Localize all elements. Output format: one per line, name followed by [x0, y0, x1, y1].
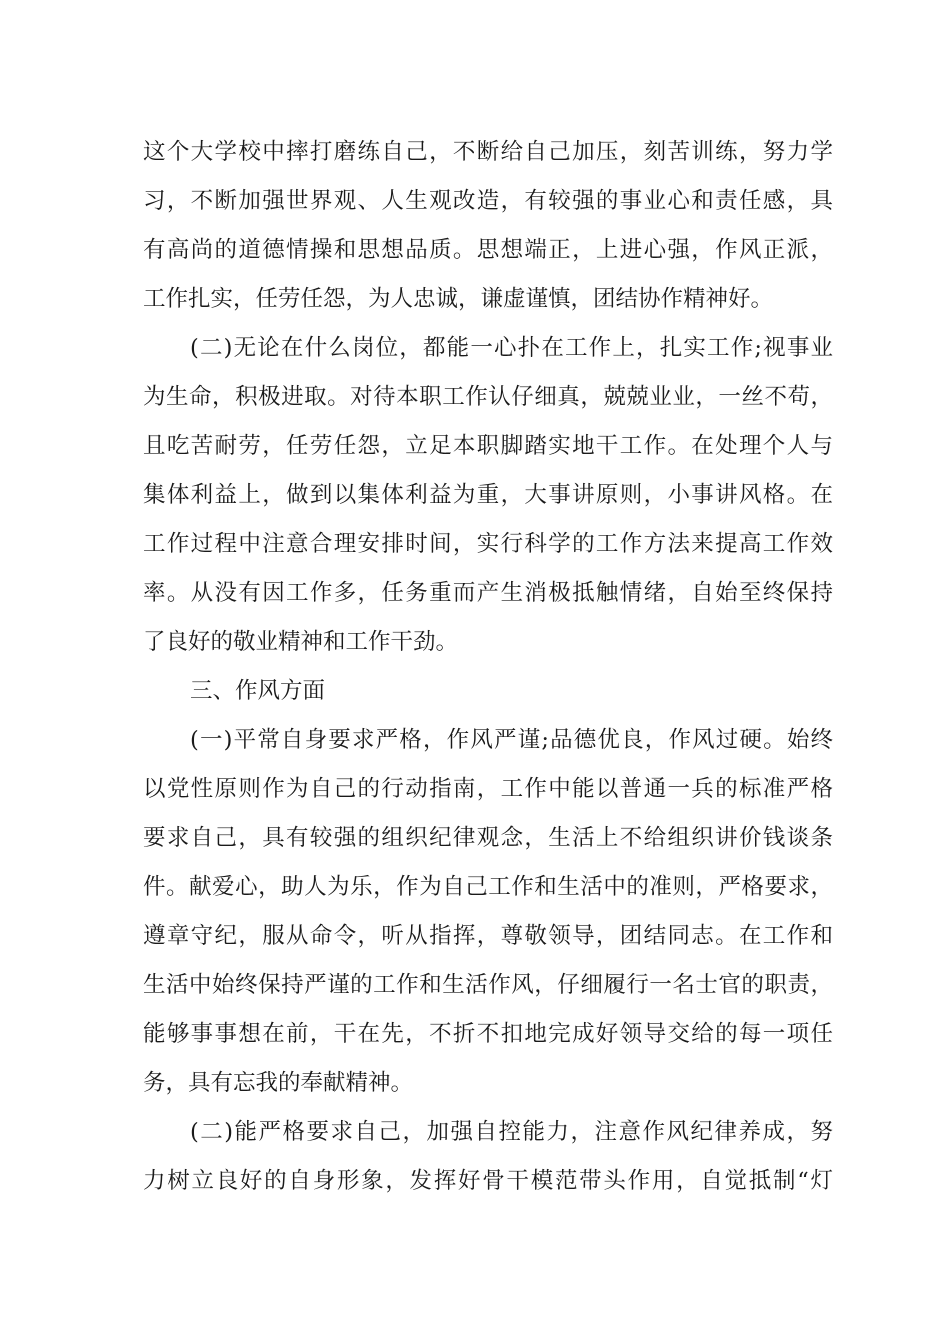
text-line: 要求自己，具有较强的组织纪律观念，生活上不给组织讲价钱谈条: [143, 825, 833, 851]
text-line: 能够事事想在前，干在先，不折不扣地完成好领导交给的每一项任: [143, 1021, 833, 1047]
text-line: 件。献爱心，助人为乐，作为自己工作和生活中的准则，严格要求，: [143, 874, 833, 900]
text-line: 这个大学校中摔打磨练自己，不断给自己加压，刻苦训练，努力学: [143, 139, 833, 165]
text-line: 且吃苦耐劳，任劳任怨，立足本职脚踏实地干工作。在处理个人与: [143, 433, 833, 459]
paragraph-first-line: (二)能严格要求自己，加强自控能力，注意作风纪律养成，努: [190, 1119, 833, 1145]
section-heading: 三、作风方面: [190, 678, 326, 704]
text-line: 有高尚的道德情操和思想品质。思想端正，上进心强，作风正派，: [143, 237, 833, 263]
text-line: 力树立良好的自身形象，发挥好骨干模范带头作用，自觉抵制“灯: [143, 1168, 833, 1194]
text-line: 工作扎实，任劳任怨，为人忠诚，谦虚谨慎，团结协作精神好。: [143, 286, 774, 312]
paragraph-first-line: (二)无论在什么岗位，都能一心扑在工作上，扎实工作;视事业: [190, 335, 833, 361]
text-line: 工作过程中注意合理安排时间，实行科学的工作方法来提高工作效: [143, 531, 833, 557]
text-line: 集体利益上，做到以集体利益为重，大事讲原则，小事讲风格。在: [143, 482, 833, 508]
text-line: 生活中始终保持严谨的工作和生活作风，仔细履行一名士官的职责，: [143, 972, 833, 998]
paragraph-first-line: (一)平常自身要求严格，作风严谨;品德优良，作风过硬。始终: [190, 727, 833, 753]
text-line: 率。从没有因工作多，任务重而产生消极抵触情绪，自始至终保持: [143, 580, 833, 606]
text-line: 遵章守纪，服从命令，听从指挥，尊敬领导，团结同志。在工作和: [143, 923, 833, 949]
text-line: 习，不断加强世界观、人生观改造，有较强的事业心和责任感，具: [143, 188, 833, 214]
text-line: 为生命，积极进取。对待本职工作认仔细真，兢兢业业，一丝不苟，: [143, 384, 833, 410]
text-line: 务，具有忘我的奉献精神。: [143, 1070, 414, 1096]
text-line: 了良好的敬业精神和工作干劲。: [143, 629, 459, 655]
text-line: 以党性原则作为自己的行动指南，工作中能以普通一兵的标准严格: [143, 776, 833, 802]
